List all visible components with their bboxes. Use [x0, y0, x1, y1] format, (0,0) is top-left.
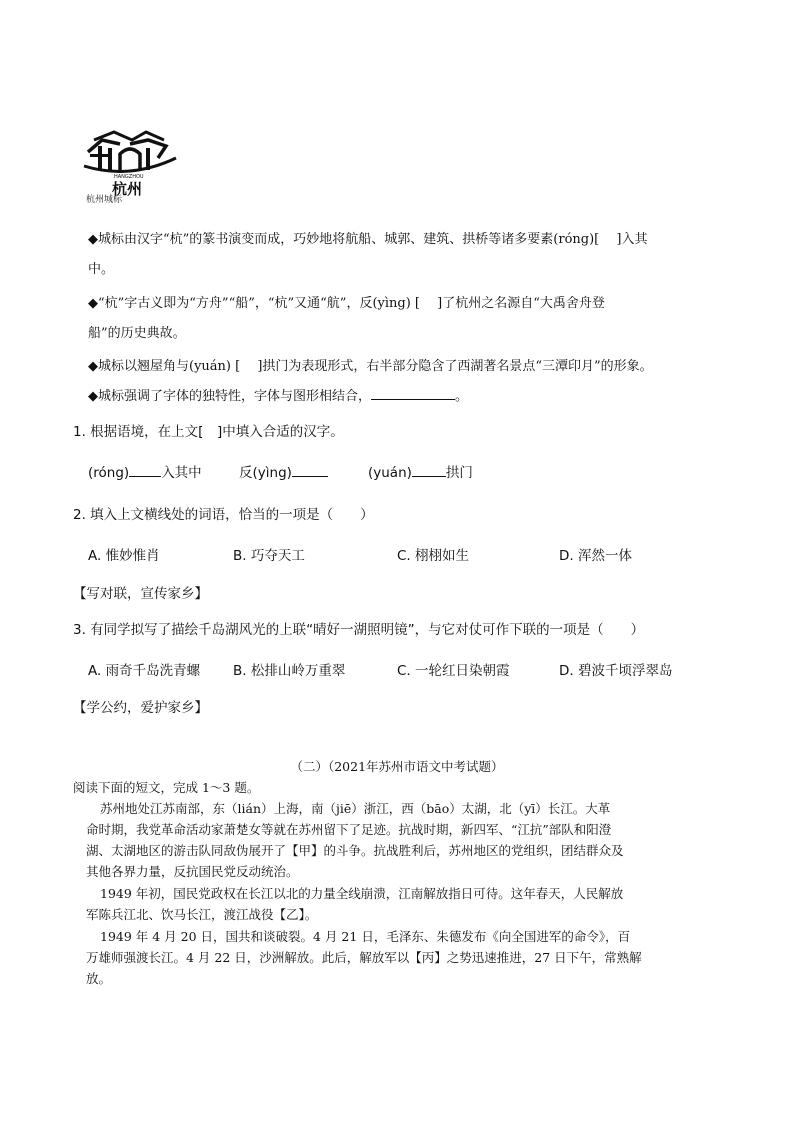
passage-line-1: 苏州地处江苏南部，东（lián）上海，南（jiē）浙江，西（bāo）太湖，北（yī）长江。大革 — [100, 801, 611, 816]
bullet-2-line-1: ◆“杭”字古义即为“方舟”“船”，“杭”又通“航”，反(yìng) [ ]了杭州之名源自“大禹舍舟登 — [88, 296, 605, 311]
q3-option-d[interactable]: D. 碧波千顷浮翠岛 — [559, 663, 673, 679]
question-2: 2. 填入上文横线处的词语，恰当的一项是（ ） — [73, 507, 374, 523]
passage-line-2: 命时期，我党革命活动家萧楚女等就在苏州留下了足迹。抗战时期，新四军、“江抗”部队和阳澄 — [86, 822, 612, 837]
q1-item-rong — [88, 461, 202, 481]
q2-option-b[interactable]: B. 巧夺天工 — [233, 548, 305, 564]
passage-line-3: 湖、太湖地区的游击队同敌伪展开了【甲】的斗争。抗战胜利后，苏州地区的党组织，团结群众及 — [86, 843, 624, 858]
bullet-4-text: ◆城标强调了字体的独特性，字体与图形相结合， — [88, 389, 371, 404]
q1-item-rong-pinyin: (róng) — [88, 465, 130, 481]
question-3: 3. 有同学拟写了描绘千岛湖风光的上联“晴好一湖照明镜”，与它对仗可作下联的一项是（ ） — [73, 622, 645, 638]
passage-line-7: 1949 年 4 月 20 日，国共和谈破裂。4 月 21 日，毛泽东、朱德发布《向全国进军的命令》，百 — [100, 929, 631, 944]
q1-item-ying — [239, 461, 328, 481]
passage-line-8: 万雄师强渡长江。4 月 22 日，沙洲解放。此后，解放军以【丙】之势迅速推进，27 日下午，常熟解 — [86, 950, 642, 965]
q1-blank-ying[interactable] — [292, 462, 328, 477]
q2-option-d[interactable]: D. 浑然一体 — [559, 548, 632, 564]
bullet-4-end: 。 — [455, 389, 469, 404]
bullet-2-line-2: 船”的历史典故。 — [88, 326, 186, 341]
question-1: 1. 根据语境，在上文[ ]中填入合适的汉字。 — [73, 424, 344, 440]
passage-line-4: 其他各界力量，反抗国民党反动统治。 — [86, 864, 299, 879]
bullet-4-blank[interactable] — [371, 385, 455, 400]
q1-item-rong-post: 入其中 — [161, 465, 202, 481]
bullet-4-line-1 — [88, 385, 468, 404]
bullet-1-line-1: ◆城标由汉字“杭”的篆书演变而成，巧妙地将航船、城郭、建筑、拱桥等诸多要素(róng)[ ]入其 — [88, 232, 648, 247]
q1-item-yuan-post: 拱门 — [445, 465, 473, 481]
q1-blank-yuan[interactable] — [412, 462, 446, 477]
logo-en-text: HANGZHOU — [114, 174, 144, 180]
part-2-title: （二）（2021年苏州市语文中考试题） — [290, 759, 504, 774]
q2-option-c[interactable]: C. 栩栩如生 — [397, 548, 470, 564]
q1-blank-rong[interactable] — [129, 462, 161, 477]
logo-cn-text: 杭州 — [112, 180, 143, 198]
section-heading-couplet: 【写对联，宣传家乡】 — [73, 586, 208, 602]
q1-item-yuan — [368, 461, 473, 481]
q1-item-yuan-pinyin: (yuán) — [368, 465, 412, 481]
q2-option-a[interactable]: A. 惟妙惟肖 — [88, 548, 160, 564]
section-heading-convention: 【学公约，爱护家乡】 — [73, 700, 208, 716]
q3-option-a[interactable]: A. 雨奇千岛洗青螺 — [88, 663, 201, 679]
bullet-3-line-1: ◆城标以翘屋角与(yuán) [ ]拱门为表现形式，右半部分隐含了西湖著名景点“三潭印月”的形象。 — [88, 359, 653, 374]
passage-line-5: 1949 年初，国民党政权在长江以北的力量全线崩溃，江南解放指日可待。这年春天，人民解放 — [100, 886, 624, 901]
passage-line-6: 军陈兵江北、饮马长江，渡江战役【乙】。 — [86, 907, 318, 922]
part-2-intro: 阅读下面的短文，完成 1～3 题。 — [73, 780, 260, 795]
q3-option-b[interactable]: B. 松排山岭万重翠 — [233, 663, 346, 679]
passage-line-9: 放。 — [86, 971, 112, 986]
logo-caption: 杭州城标 — [86, 195, 123, 205]
q1-item-ying-pinyin: 反(yìng) — [239, 465, 292, 481]
bullet-1-line-2: 中。 — [88, 262, 115, 277]
q3-option-c[interactable]: C. 一轮红日染朝霞 — [397, 663, 510, 679]
